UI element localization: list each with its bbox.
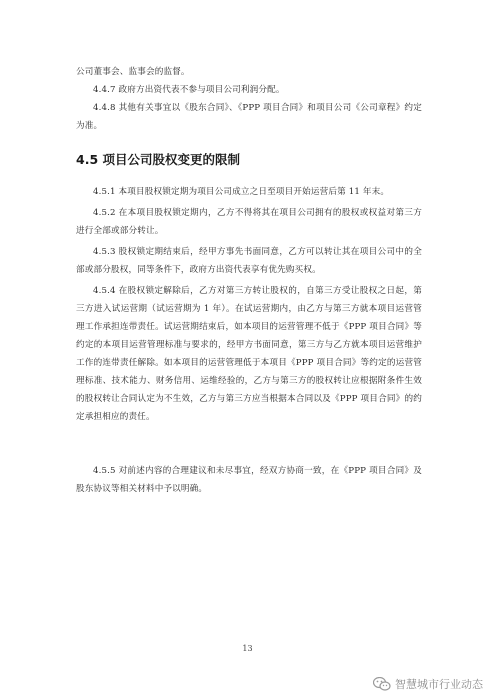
wechat-icon bbox=[373, 677, 391, 691]
page-number: 13 bbox=[242, 644, 253, 653]
clause-4-5-4: 4.5.4 在股权锁定解除后，乙方对第三方转让股权的，自第三方受让股权之日起，第三方进入试运营期（试运营期为 1 年）。在试运营期内，由乙方与第三方就本项目运营管理工作承担连带责任。试运营期结束后，如本项目的运营管理不低于《PPP 项目合同》等约定的本项目运营管理标准与要求的，经甲方书面同意，第三方与乙方就本项目运营维护工作的连带责任解除。如本项目的运营管理低于本项目《PPP 项目合同》等约定的运营管理标准、技术能力、财务信用、运维经验的，乙方与第三方的股权转让应根据附条件生效的股权转让合同认定为不生效，乙方与第三方应当根据本合同以及《PPP 项目合同》的约定承担相应的责任。 bbox=[76, 286, 422, 422]
clause-4-4-7: 4.4.7 政府方出资代表不参与项目公司利润分配。 bbox=[93, 85, 285, 95]
clause-4-5-1: 4.5.1 本项目股权锁定期为项目公司成立之日至项目开始运营后第 11 年末。 bbox=[93, 187, 390, 197]
clause-4-5-5: 4.5.5 对前述内容的合理建议和未尽事宜，经双方协商一致，在《PPP 项目合同》及股东协议等相关材料中予以明确。 bbox=[76, 466, 422, 494]
clause-4-4-8: 4.4.8 其他有关事宜以《股东合同》、《PPP 项目合同》和项目公司《公司章程》约定为准。 bbox=[76, 103, 422, 131]
clause-4-5-2: 4.5.2 在本项目股权锁定期内，乙方不得将其在项目公司拥有的股权或权益对第三方进行全部或部分转让。 bbox=[76, 208, 422, 236]
watermark-text: 智慧城市行业动态 bbox=[395, 678, 483, 691]
paragraph-continuation: 公司董事会、监事会的监督。 bbox=[76, 67, 190, 77]
clause-4-5-3: 4.5.3 股权锁定期结束后，经甲方事先书面同意，乙方可以转让其在项目公司中的全部或部分股权，同等条件下，政府方出资代表享有优先购买权。 bbox=[76, 247, 422, 275]
watermark bbox=[373, 676, 483, 692]
section-heading: 4.5 项目公司股权变更的限制 bbox=[76, 152, 240, 167]
